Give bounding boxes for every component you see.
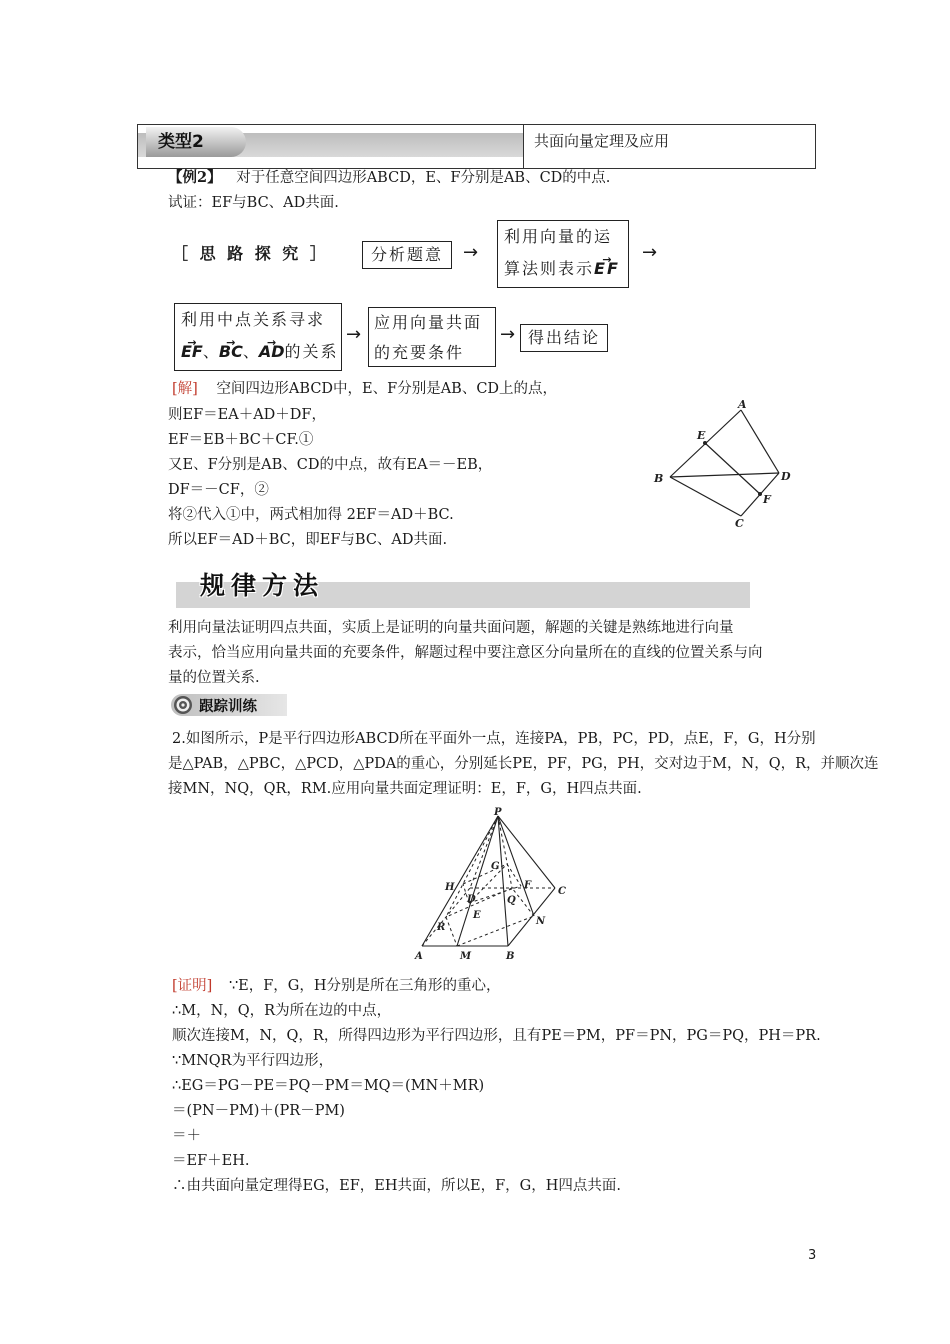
example-tag: 【例2】	[168, 169, 222, 186]
label-m: M	[460, 951, 472, 962]
label-d: D	[781, 470, 791, 483]
proof-tag: [证明]	[172, 978, 213, 994]
flow-step-conclude-text: 得出结论	[527, 328, 600, 347]
label-e: E	[473, 910, 481, 921]
section-badge	[146, 127, 246, 157]
vector-ef-label: → EF	[181, 342, 203, 361]
problem2-line-3: 接MN，NQ，QR，RM.应用向量共面定理证明：E，F，G，H四点共面.	[168, 781, 642, 797]
flow-step-midpoint-line2	[181, 339, 341, 365]
solution-line-2: 则EF＝EA＋AD＋DF，	[168, 407, 326, 423]
label-q: Q	[507, 895, 516, 906]
solution-line-1	[172, 379, 557, 399]
target-icon	[173, 695, 193, 715]
figure-pyramid	[410, 806, 585, 964]
example-statement: 对于任意空间四边形ABCD，E、F分别是AB、CD的中点.	[236, 170, 611, 186]
example-statement-line	[168, 168, 610, 188]
flow-step-midpoint	[174, 303, 342, 371]
vector-ad-label: → AD	[259, 342, 285, 361]
label-f: F	[763, 493, 771, 506]
method-line-3: 量的位置关系.	[168, 670, 260, 686]
edge-bc	[670, 477, 741, 516]
flow-step-midpoint-line1: 利用中点关系寻求	[181, 310, 326, 329]
flow-step-coplanar-line2: 的充要条件	[374, 343, 465, 362]
solution-line-5: DF＝－CF，②	[168, 482, 269, 498]
proof-line-6: ＝(PN－PM)＋(PR－PM)	[172, 1103, 345, 1119]
flow-sep: 、	[242, 342, 259, 361]
proof-line-8: ＝EF＋EH.	[172, 1153, 250, 1169]
label-b: B	[654, 472, 664, 485]
flow-arrow-1: →	[463, 242, 479, 263]
flow-step-analyze	[362, 241, 452, 269]
solution-line-6: 将②代入①中，两式相加得 2EF＝AD＋BC.	[168, 507, 454, 523]
label-d: D	[467, 894, 476, 905]
solution-text-1: 空间四边形ABCD中，E、F分别是AB、CD上的点，	[216, 381, 558, 397]
label-a: A	[738, 398, 747, 411]
edge-pd-hidden	[470, 816, 498, 888]
label-b: B	[506, 951, 515, 962]
proof-line-2: ∴M，N，Q，R为所在边的中点，	[172, 1003, 392, 1019]
section-title: 共面向量定理及应用	[534, 132, 670, 150]
method-line-2: 表示，恰当应用向量共面的充要条件，解题过程中要注意区分向量所在的直线的位置关系与向	[168, 645, 763, 661]
flow-label: ［ 思 路 探 究 ］	[172, 244, 329, 263]
segment-pq-hidden	[498, 816, 512, 888]
training-banner-title: 跟踪训练	[199, 699, 257, 715]
vector-ef-label: → EF	[594, 259, 620, 278]
proof-line-3: 顺次连接M，N，Q，R，所得四边形为平行四边形，且有PE＝PM，PF＝PN，PG＝PQ，PH＝PR.	[172, 1028, 821, 1044]
flow-arrow-2: →	[642, 242, 658, 263]
solution-line-4: 又E、F分别是AB、CD的中点，故有EA＝－EB，	[168, 457, 493, 473]
solution-line-7: 所以EF＝AD＋BC，即EF与BC、AD共面.	[168, 532, 448, 548]
edge-pb	[498, 816, 508, 946]
flow-step-represent	[497, 220, 629, 288]
example-prove: 试证：EF与BC、AD共面.	[168, 195, 339, 211]
flow-step-coplanar	[368, 307, 496, 367]
point-f	[758, 492, 762, 496]
segment-pm	[457, 816, 498, 946]
segment-ef	[705, 443, 760, 494]
flow-step-represent-text: 算法则表示	[504, 259, 595, 278]
flow-sep: 、	[202, 342, 219, 361]
label-r: R	[437, 922, 446, 933]
label-h: H	[445, 882, 455, 893]
training-banner	[171, 694, 287, 716]
proof-line-5: ∴EG＝PG－PE＝PQ－PM＝MQ＝(MN＋MR)	[172, 1078, 485, 1094]
proof-line-4: ∵MNQR为平行四边形，	[172, 1053, 334, 1069]
label-c: C	[558, 886, 566, 897]
method-banner-title: 规律方法	[200, 571, 325, 600]
label-n: N	[536, 916, 546, 927]
flow-step-coplanar-line1: 应用向量共面	[374, 313, 483, 332]
page-number: 3	[808, 1248, 817, 1263]
flow-step-represent-line2	[504, 256, 628, 282]
edge-bd	[670, 473, 779, 477]
section-header	[137, 124, 816, 169]
method-line-1: 利用向量法证明四点共面，实质上是证明的向量共面问题，解题的关键是熟练地进行向量	[168, 620, 734, 636]
proof-text-1: ∵E，F，G，H分别是所在三角形的重心，	[228, 978, 501, 994]
edge-ad	[741, 410, 779, 473]
edge-pc	[498, 816, 555, 888]
label-g: G	[491, 861, 500, 872]
segment-mn	[457, 916, 534, 946]
figure-quadrilateral	[650, 396, 800, 532]
flow-step-conclude	[520, 324, 608, 352]
flow-arrow-4: →	[500, 324, 516, 345]
label-a: A	[415, 951, 423, 962]
label-f: F	[524, 880, 532, 891]
solution-line-3: EF＝EB＋BC＋CF.①	[168, 432, 314, 448]
solution-tag: [解]	[172, 381, 198, 397]
proof-line-7: ＝＋	[172, 1128, 201, 1144]
problem2-line-1: 2.如图所示，P是平行四边形ABCD所在平面外一点，连接PA，PB，PC，PD，点E，F，G，H分别	[172, 731, 816, 747]
label-e: E	[697, 429, 706, 442]
flow-step-analyze-text: 分析题意	[370, 245, 443, 264]
flow-arrow-3: →	[346, 324, 362, 345]
proof-line-9: ∴由共面向量定理得EG，EF，EH共面，所以E，F，G，H四点共面.	[172, 1178, 622, 1194]
flow-step-represent-line1: 利用向量的运	[504, 227, 613, 246]
flow-step-midpoint-text: 的关系	[284, 342, 339, 361]
edge-pa	[422, 816, 498, 946]
section-divider	[523, 125, 524, 168]
segment-hg	[463, 864, 507, 884]
proof-line-1	[172, 976, 501, 996]
label-p: P	[494, 807, 502, 818]
vector-bc-label: → BC	[219, 342, 243, 361]
section-badge-text: 类型2	[158, 132, 204, 152]
problem2-line-2: 是△PAB，△PBC，△PCD，△PDA的重心，分别延长PE，PF，PG，PH，交对边于M，N，Q，R，并顺次连	[168, 756, 879, 772]
segment-rm	[446, 917, 457, 946]
label-c: C	[735, 517, 744, 530]
